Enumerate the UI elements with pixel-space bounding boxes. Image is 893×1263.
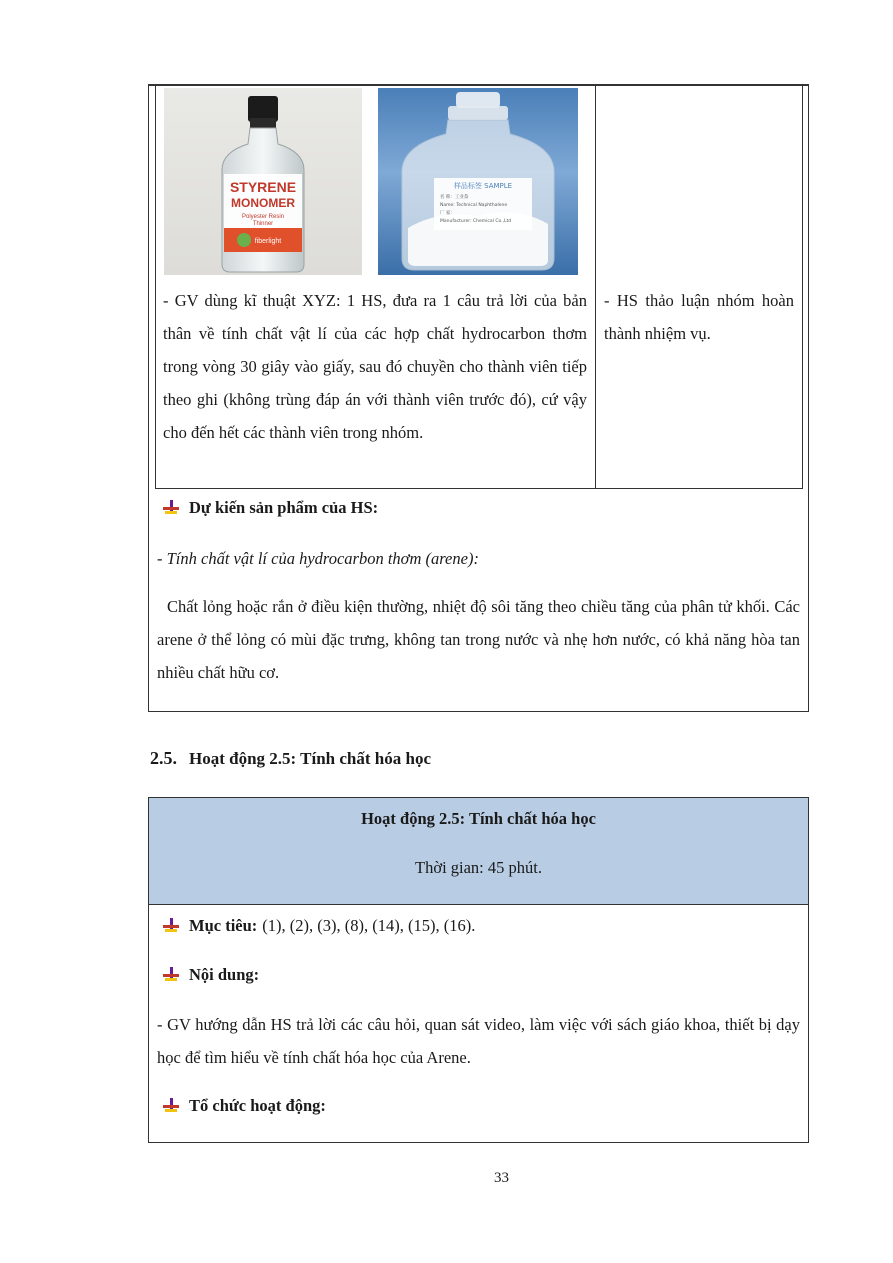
section-number: 2.5. bbox=[150, 748, 177, 768]
content-row bbox=[163, 965, 259, 985]
jar-label-line3: 厂 家： bbox=[440, 211, 455, 216]
goal-label: Mục tiêu: bbox=[189, 916, 258, 935]
activity-header-title: Hoạt động 2.5: Tính chất hóa học bbox=[361, 809, 596, 828]
section-title-text: Hoạt động 2.5: Tính chất hóa học bbox=[189, 749, 431, 768]
hand-pointer-bullet-icon bbox=[163, 1098, 179, 1114]
styrene-bottle-illustration bbox=[164, 88, 362, 275]
product-heading bbox=[163, 498, 378, 518]
hand-pointer-bullet-icon bbox=[163, 918, 179, 934]
styrene-bottle-photo bbox=[164, 88, 362, 275]
hs-activity-text: - HS thảo luận nhóm hoàn thành nhiệm vụ. bbox=[604, 291, 794, 343]
bottle-label-sub2: Thinner bbox=[252, 221, 274, 227]
product-subtitle: - Tính chất vật lí của hydrocarbon thơm (arene): bbox=[157, 549, 479, 568]
bottle-label-line2: MONOMER bbox=[231, 196, 295, 210]
jar-label-title: 样品标签 SAMPLE bbox=[453, 182, 513, 190]
hand-pointer-bullet-icon bbox=[163, 967, 179, 983]
jar-label-line2: Name: Technical Naphthalene bbox=[440, 203, 508, 208]
bottle-label-line1: STYRENE bbox=[229, 179, 297, 195]
goal-row bbox=[163, 916, 475, 936]
section-title bbox=[150, 748, 431, 769]
hand-pointer-bullet-icon bbox=[163, 500, 179, 516]
page-number: 33 bbox=[494, 1170, 509, 1186]
content-label: Nội dung: bbox=[189, 965, 260, 984]
bottle-brand-text: fiberlight bbox=[254, 238, 282, 245]
org-label: Tổ chức hoạt động: bbox=[189, 1096, 326, 1115]
activity-header-time: Thời gian: 45 phút. bbox=[415, 858, 542, 877]
product-body: Chất lỏng hoặc rắn ở điều kiện thường, nhiệt độ sôi tăng theo chiều tăng của phân tử khối. Các arene ở thể lỏng có mùi đặc trưng, không tan trong nước và nhẹ hơn nước, có khả năng hòa tan nhiều chất hữu cơ. bbox=[157, 597, 800, 682]
naphthalene-sample-jar-photo bbox=[378, 88, 578, 275]
jar-label-line1: 名 称：工业萘 bbox=[440, 195, 469, 200]
bottle-label-sub1: Polyester Resin bbox=[241, 214, 285, 220]
sample-jar-illustration bbox=[378, 88, 578, 275]
content-text: - GV hướng dẫn HS trả lời các câu hỏi, quan sát video, làm việc với sách giáo khoa, thiết bị dạy học để tìm hiểu về tính chất hóa học của Arene. bbox=[157, 1015, 800, 1067]
jar-label-line4: Manufacturer: Chemical Co.,Ltd bbox=[440, 219, 512, 224]
product-heading-text: Dự kiến sản phẩm của HS: bbox=[189, 498, 379, 517]
goal-value: (1), (2), (3), (8), (14), (15), (16). bbox=[262, 916, 476, 935]
gv-activity-text: - GV dùng kĩ thuật XYZ: 1 HS, đưa ra 1 câu trả lời của bản thân về tính chất vật lí của các hợp chất hydrocarbon thơm trong vòng 30 giây vào giấy, sau đó chuyền cho thành viên tiếp theo ghi (không trùng đáp án với thành viên trước đó), cứ vậy cho đến hết các thành viên trong nhóm. bbox=[163, 291, 587, 442]
org-row bbox=[163, 1096, 326, 1116]
